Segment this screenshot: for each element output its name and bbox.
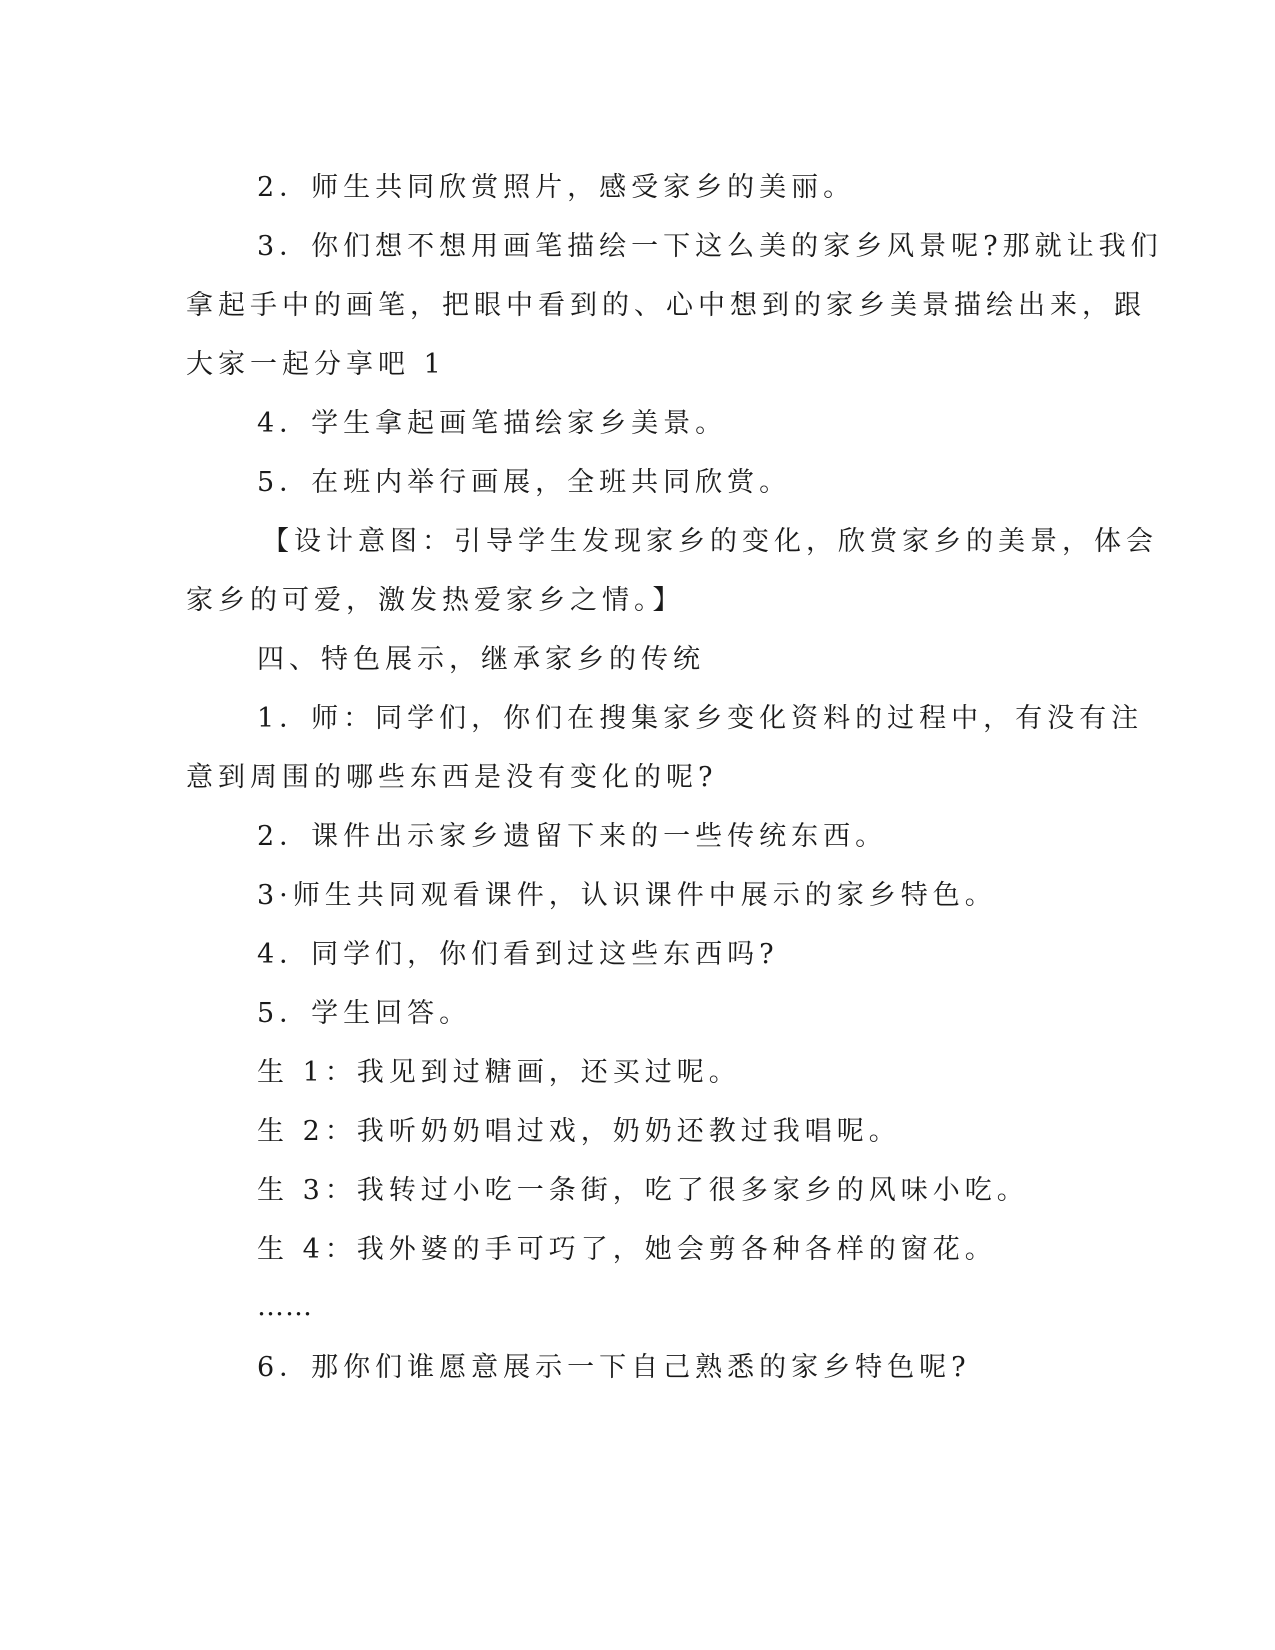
paragraph-line-1: 2．师生共同欣赏照片，感受家乡的美丽。 <box>257 172 856 203</box>
student-answer-3: 生 3：我转过小吃一条街，吃了很多家乡的风味小吃。 <box>257 1175 1029 1206</box>
paragraph-line-3: 拿起手中的画笔，把眼中看到的、心中想到的家乡美景描绘出来，跟 <box>186 290 1146 321</box>
paragraph-line-15: 5．学生回答。 <box>257 998 472 1029</box>
student-answer-2: 生 2：我听奶奶唱过戏，奶奶还教过我唱呢。 <box>257 1116 901 1147</box>
student-answer-4: 生 4：我外婆的手可巧了，她会剪各种各样的窗花。 <box>257 1234 997 1265</box>
paragraph-line-4: 大家一起分享吧 1 <box>186 349 446 380</box>
paragraph-line-10: 1．师：同学们，你们在搜集家乡变化资料的过程中，有没有注 <box>257 703 1144 734</box>
paragraph-line-11: 意到周围的哪些东西是没有变化的呢? <box>186 762 718 793</box>
design-intent-line-2: 家乡的可爱，激发热爱家乡之情。】 <box>186 585 685 616</box>
paragraph-line-21: 6．那你们谁愿意展示一下自己熟悉的家乡特色呢? <box>257 1352 971 1383</box>
paragraph-line-2: 3．你们想不想用画笔描绘一下这么美的家乡风景呢?那就让我们 <box>257 231 1163 262</box>
paragraph-line-13: 3·师生共同观看课件，认识课件中展示的家乡特色。 <box>257 880 997 911</box>
paragraph-line-5: 4．学生拿起画笔描绘家乡美景。 <box>257 408 728 439</box>
student-answer-1: 生 1：我见到过糖画，还买过呢。 <box>257 1057 741 1088</box>
section-heading: 四、特色展示，继承家乡的传统 <box>257 644 705 675</box>
ellipsis: …… <box>257 1291 313 1322</box>
paragraph-line-6: 5．在班内举行画展，全班共同欣赏。 <box>257 467 792 498</box>
paragraph-line-14: 4．同学们，你们看到过这些东西吗? <box>257 939 779 970</box>
design-intent-line-1: 【设计意图：引导学生发现家乡的变化，欣赏家乡的美景，体会 <box>262 526 1158 557</box>
paragraph-line-12: 2．课件出示家乡遗留下来的一些传统东西。 <box>257 821 888 852</box>
